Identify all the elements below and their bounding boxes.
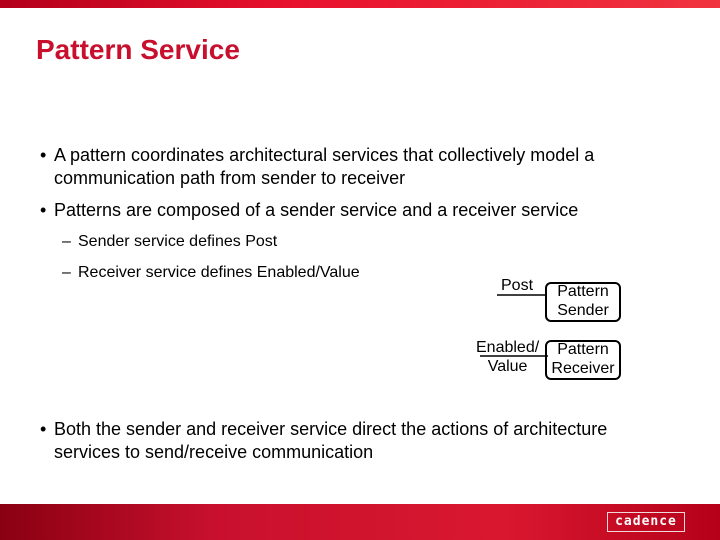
pattern-sender-line-1: Pattern bbox=[557, 283, 609, 300]
sender-port-label: Post bbox=[501, 277, 534, 294]
pattern-receiver-line-1: Pattern bbox=[557, 341, 609, 358]
sub-bullet-item-1 bbox=[62, 233, 277, 251]
bullet-line: Both the sender and receiver service direct the actions of architecture bbox=[54, 419, 608, 439]
top-accent-band bbox=[0, 0, 720, 8]
bullet-symbol: • bbox=[40, 200, 47, 220]
pattern-receiver-label bbox=[545, 340, 621, 378]
pattern-sender-label bbox=[545, 282, 621, 320]
bullet-item-3 bbox=[40, 418, 607, 464]
bullet-line: A pattern coordinates architectural services that collectively model a bbox=[54, 145, 595, 165]
bullet-symbol: • bbox=[40, 419, 47, 439]
bullet-symbol: • bbox=[40, 145, 47, 165]
bullet-item-2 bbox=[40, 199, 578, 222]
pattern-receiver-line-2: Receiver bbox=[551, 360, 615, 377]
bullet-line: communication path from sender to receiver bbox=[54, 168, 406, 188]
receiver-port-line bbox=[480, 355, 548, 357]
sub-bullet-text: Receiver service defines Enabled/Value bbox=[78, 264, 360, 281]
bullet-line: services to send/receive communication bbox=[54, 442, 374, 462]
bullet-item-1 bbox=[40, 144, 594, 190]
receiver-port-label-line-1: Enabled/ bbox=[476, 339, 540, 356]
bullet-line: Patterns are composed of a sender service and a receiver service bbox=[54, 200, 579, 220]
cadence-logo: cadence bbox=[607, 512, 685, 532]
sender-port-line bbox=[497, 294, 547, 296]
sub-bullet-item-2 bbox=[62, 264, 360, 282]
sub-bullet-symbol: – bbox=[62, 264, 71, 281]
receiver-port-label bbox=[476, 338, 539, 376]
sub-bullet-text: Sender service defines Post bbox=[78, 233, 278, 250]
slide-title: Pattern Service bbox=[36, 34, 240, 65]
sub-bullet-symbol: – bbox=[62, 233, 71, 250]
receiver-port-label-line-2: Value bbox=[487, 358, 528, 375]
pattern-sender-line-2: Sender bbox=[557, 302, 609, 319]
